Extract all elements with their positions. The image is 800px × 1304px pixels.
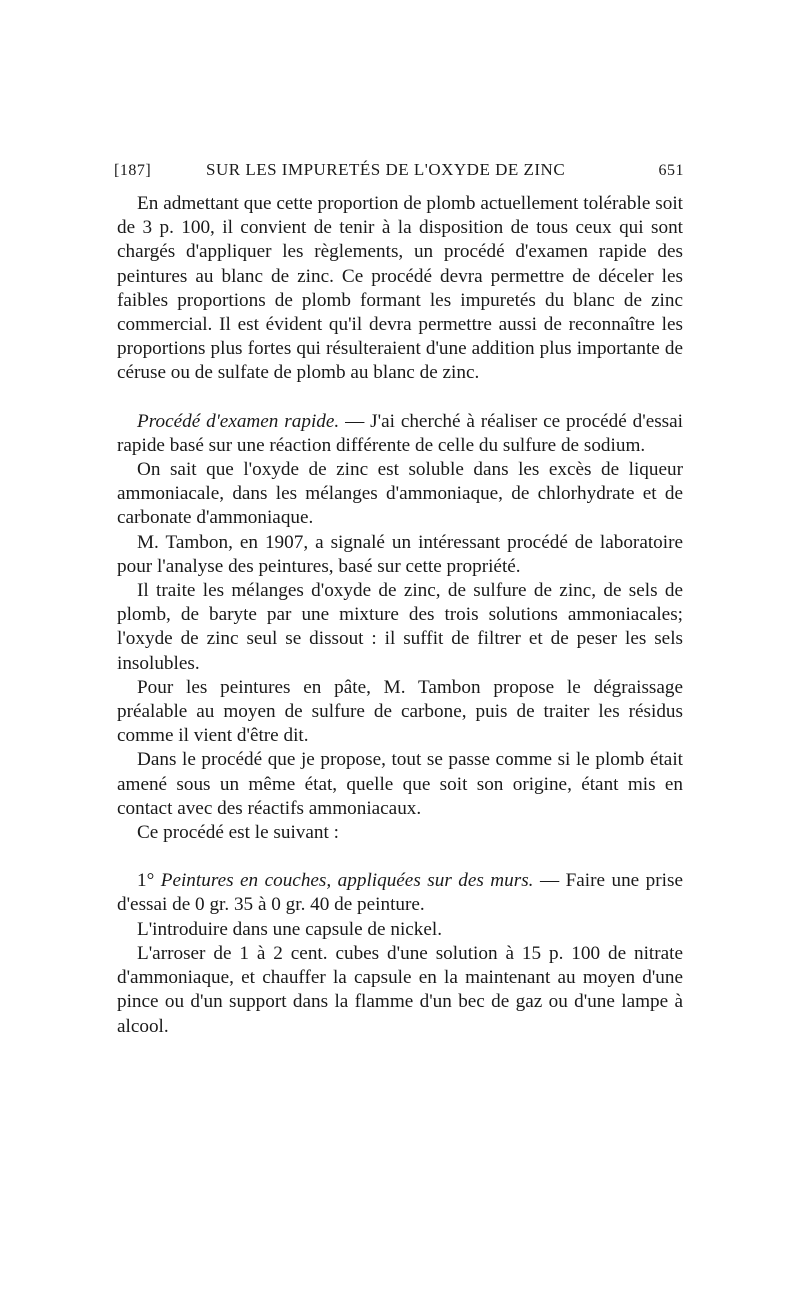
paragraph-6: [117, 676, 683, 749]
paragraph-text: — J'ai cherché à réaliser ce procédé d'essai rapide basé sur une réaction différente de celle du sulfure de sodium.: [117, 410, 683, 456]
paragraph-text: Pour les peintures en pâte, M. Tambon propose le dégraissage préalable au moyen de sulfure de carbone, puis de traiter les résidus comme il vient d'être dit.: [117, 676, 683, 747]
page-body: [117, 192, 683, 1039]
running-title: SUR LES IMPURETÉS DE L'OXYDE DE ZINC: [206, 160, 566, 179]
paragraph-text: M. Tambon, en 1907, a signalé un intéressant procédé de laboratoire pour l'analyse des peintures, basé sur cette propriété.: [117, 531, 683, 577]
left-page-number: [187]: [114, 162, 152, 179]
list-number: 1°: [137, 870, 161, 892]
paragraph-text: En admettant que cette proportion de plomb actuellement tolérable soit de 3 p. 100, il convient de tenir à la disposition de tous ceux qui sont chargés d'appliquer les règlements, un procédé d'examen rapide des peintures au blanc de zinc. Ce procédé devra permettre de déceler les faibles proportions de plomb formant les impuretés du blanc de zinc commercial. Il est évident qu'il devra permettre aussi de reconnaître les proportions plus fortes qui résulteraient d'une addition plus importante de céruse ou de sulfate de plomb au blanc de zinc.: [117, 193, 683, 384]
paragraph-5: [117, 579, 683, 676]
paragraph-text: L'arroser de 1 à 2 cent. cubes d'une solution à 15 p. 100 de nitrate d'ammoniaque, et chauffer la capsule en la maintenant au moyen d'une pince ou d'un support dans la flamme d'un bec de gaz ou d'une lampe à alcool.: [117, 942, 683, 1037]
paragraph-2: [117, 410, 683, 458]
paragraph-1: [117, 192, 683, 386]
paragraph-7: [117, 748, 683, 821]
section-heading-italic: Procédé d'examen rapide.: [137, 410, 340, 432]
paragraph-text: Dans le procédé que je propose, tout se passe comme si le plomb était amené sous un même état, quelle que soit son origine, étant mis en contact avec des réactifs ammoniacaux.: [117, 749, 683, 819]
paragraph-10: [117, 918, 683, 942]
running-header: [114, 158, 684, 184]
paragraph-8: [117, 821, 683, 845]
paragraph-text: Ce procédé est le suivant :: [137, 822, 339, 844]
section-heading-italic: Peintures en couches, appliquées sur des murs.: [160, 870, 534, 892]
paragraph-text: Il traite les mélanges d'oxyde de zinc, de sulfure de zinc, de sels de plomb, de baryte par une mixture des trois solutions ammoniacales; l'oxyde de zinc seul se dissout : il suffit de filtrer et de peser les sels insolubles.: [117, 580, 683, 674]
paragraph-11: [117, 942, 683, 1039]
paragraph-9: [117, 869, 683, 917]
paragraph-text: L'introduire dans une capsule de nickel.: [137, 918, 443, 940]
paragraph-4: [117, 531, 683, 579]
paragraph-text: On sait que l'oxyde de zinc est soluble dans les excès de liqueur ammoniacale, dans les mélanges d'ammoniaque, de chlorhydrate et de carbonate d'ammoniaque.: [117, 459, 683, 529]
paragraph-text: — Faire une prise d'essai de 0 gr. 35 à 0 gr. 40 de peinture.: [117, 870, 683, 916]
paragraph-3: [117, 458, 683, 531]
right-page-number: 651: [658, 162, 684, 179]
